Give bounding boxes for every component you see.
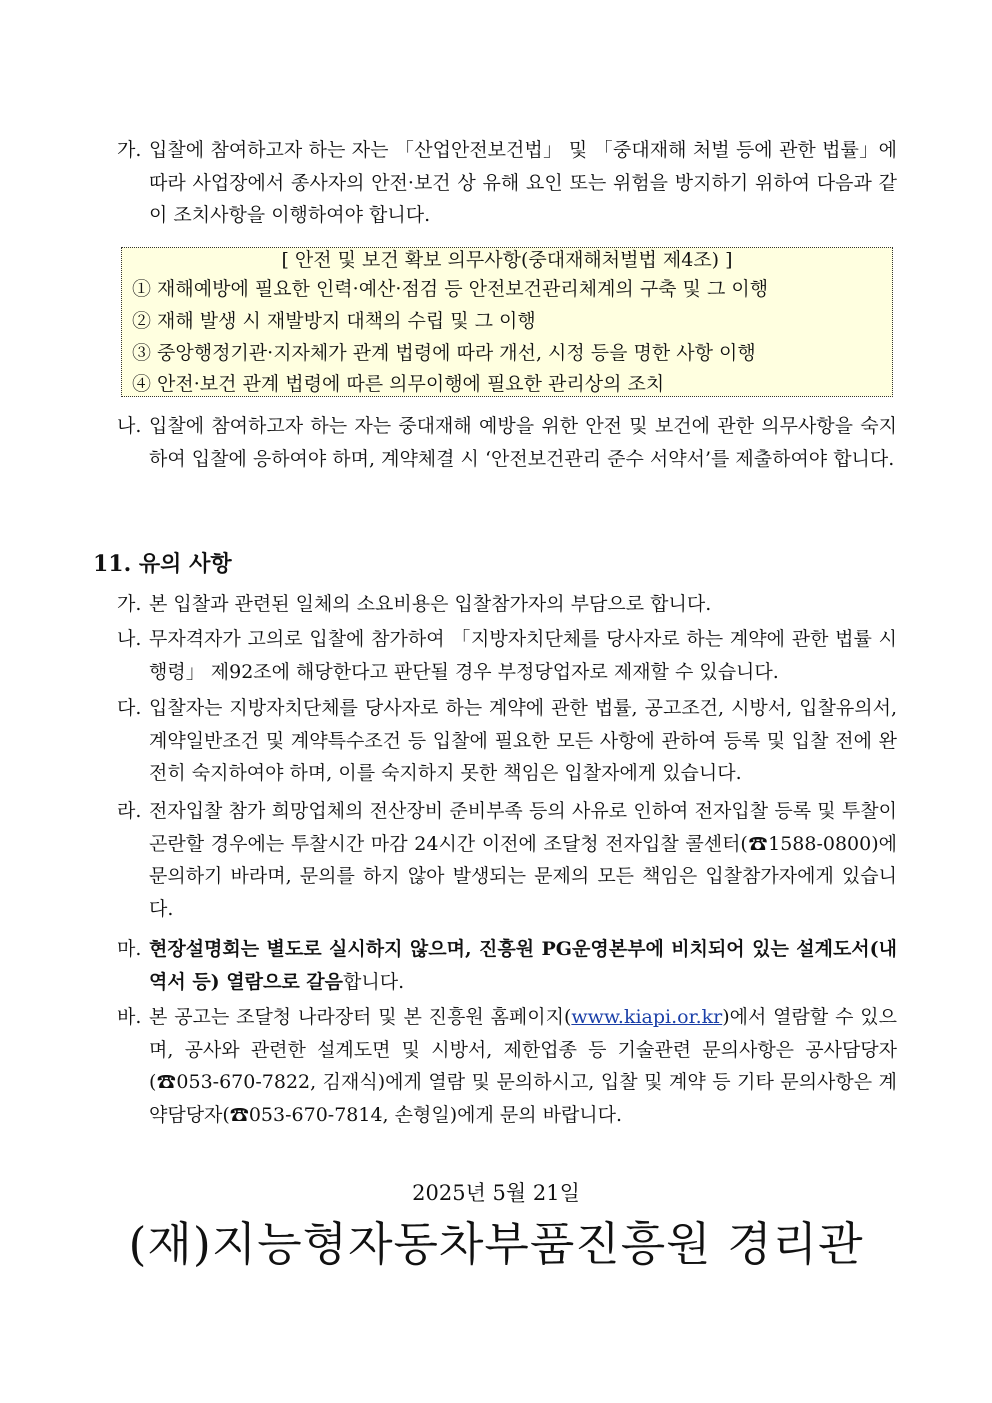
item-text-before-link: 본 공고는 조달청 나라장터 및 본 진흥원 홈페이지( xyxy=(149,1006,572,1028)
list-item-na xyxy=(117,623,897,688)
notice-tail-text: 합니다. xyxy=(343,970,405,993)
announcement-date: 2025년 5월 21일 xyxy=(412,1181,580,1205)
box-line-3: ③ 중앙행정기관·지자체가 관계 법령에 따라 개선, 시정 등을 명한 사항 이행 xyxy=(132,342,756,364)
item-text: 무자격자가 고의로 입찰에 참가하여 「지방자치단체를 당사자로 하는 계약에 관한 법률 시행령」 제92조에 해당한다고 판단될 경우 부정당업자로 제재할 수 있습니다. xyxy=(149,628,897,683)
notice-bold-text: 현장설명회는 별도로 실시하지 않으며, 진흥원 PG운영본부에 비치되어 있는 설계도서(내역서 등) 열람으로 갈음 xyxy=(149,938,897,993)
list-item-na-top xyxy=(117,410,897,475)
item-marker: 다. xyxy=(117,697,142,719)
item-text: 입찰에 참여하고자 하는 자는 「산업안전보건법」 및 「중대재해 처벌 등에 관한 법률」에 따라 사업장에서 종사자의 안전·보건 상 유해 요인 또는 위험을 방지하기 위하여 다음과 같이 조치사항을 이행하여야 합니다. xyxy=(149,139,897,226)
item-text: 전자입찰 참가 희망업체의 전산장비 준비부족 등의 사유로 인하여 전자입찰 등록 및 투찰이 곤란할 경우에는 투찰시간 마감 24시간 이전에 조달청 전자입찰 콜센터(☎1588-0800)에 문의하기 바라며, 문의를 하지 않아 발생되는 문제의 모든 책임은 입찰참가자에게 있습니다. xyxy=(149,800,897,920)
item-marker: 마. xyxy=(117,938,142,960)
box-title: [ 안전 및 보건 확보 의무사항(중대재해처벌법 제4조) ] xyxy=(281,249,733,271)
list-item-ba xyxy=(117,1001,897,1131)
box-line-1: ① 재해예방에 필요한 인력·예산·점검 등 안전보건관리체계의 구축 및 그 이행 xyxy=(132,278,769,300)
homepage-link[interactable]: www.kiapi.or.kr xyxy=(571,1006,723,1028)
organization-signature: (재)지능형자동차부품진흥원 경리관 xyxy=(128,1217,864,1271)
list-item-ga xyxy=(117,588,897,621)
item-text: 입찰에 참여하고자 하는 자는 중대재해 예방을 위한 안전 및 보건에 관한 의무사항을 숙지하여 입찰에 응하여야 하며, 계약체결 시 ‘안전보건관리 준수 서약서’를 제출하여야 합니다. xyxy=(149,415,897,470)
item-text: 입찰자는 지방자치단체를 당사자로 하는 계약에 관한 법률, 공고조건, 시방서, 입찰유의서, 계약일반조건 및 계약특수조건 등 입찰에 필요한 모든 사항에 관하여 등록 및 입찰 전에 완전히 숙지하여야 하며, 이를 숙지하지 못한 책임은 입찰자에게 있습니다. xyxy=(149,697,897,784)
section-title: 11. 유의 사항 xyxy=(93,551,232,577)
item-text: 본 입찰과 관련된 일체의 소요비용은 입찰참가자의 부담으로 합니다. xyxy=(149,593,712,615)
item-marker: 바. xyxy=(117,1006,142,1028)
box-line-4: ④ 안전·보건 관계 법령에 따른 의무이행에 필요한 관리상의 조치 xyxy=(132,373,665,395)
list-item-da xyxy=(117,692,897,790)
item-text-after-link: )에서 열람할 수 있으며, 공사와 관련한 설계도면 및 시방서, 제한업종 등 기술관련 문의사항은 공사담당자(☎053-670-7822, 김재식)에게 열람 및 문의하시고, 입찰 및 계약 등 기타 문의사항은 계약담당자(☎053-670-7814, 손형일)에게 문의 바랍니다. xyxy=(149,1006,897,1126)
item-marker: 나. xyxy=(117,415,142,437)
box-line-2: ② 재해 발생 시 재발방지 대책의 수립 및 그 이행 xyxy=(132,310,536,332)
safety-obligations-box xyxy=(121,247,893,397)
list-item-ma xyxy=(117,933,897,998)
item-text xyxy=(149,1001,897,1131)
list-item-ga-top xyxy=(117,134,897,232)
item-marker: 가. xyxy=(117,593,142,615)
list-item-ra xyxy=(117,795,897,925)
item-marker: 나. xyxy=(117,628,142,650)
item-marker: 가. xyxy=(117,139,142,161)
item-text xyxy=(149,933,897,998)
item-marker: 라. xyxy=(117,800,142,822)
